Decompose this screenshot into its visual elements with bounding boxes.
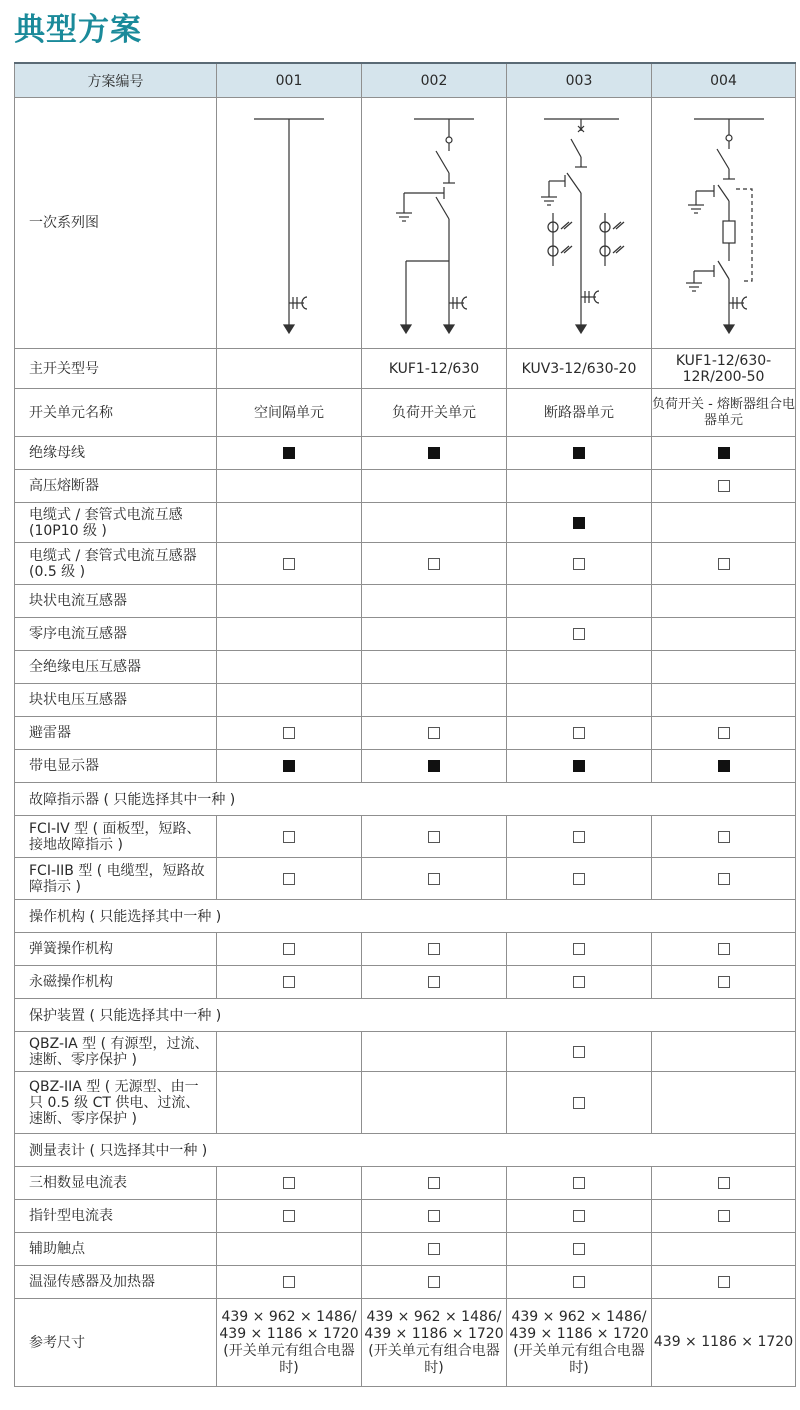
option-cell xyxy=(217,1032,362,1072)
option-label: 全绝缘电压互感器 xyxy=(15,651,217,684)
optional-checkbox[interactable] xyxy=(573,976,585,988)
option-cell xyxy=(652,858,796,900)
optional-checkbox[interactable] xyxy=(718,727,730,739)
model-002: KUF1-12/630 xyxy=(362,349,507,389)
section-row xyxy=(15,783,796,816)
option-cell xyxy=(217,750,362,783)
option-cell xyxy=(217,1072,362,1134)
optional-checkbox[interactable] xyxy=(428,1210,440,1222)
header-scheme-004: 004 xyxy=(652,63,796,98)
table-row xyxy=(15,816,796,858)
option-cell xyxy=(217,651,362,684)
optional-checkbox[interactable] xyxy=(283,831,295,843)
standard-mark xyxy=(428,760,440,772)
standard-mark xyxy=(573,517,585,529)
option-label: 弹簧操作机构 xyxy=(15,933,217,966)
optional-checkbox[interactable] xyxy=(573,1243,585,1255)
option-cell xyxy=(507,684,652,717)
optional-checkbox[interactable] xyxy=(573,1046,585,1058)
table-row xyxy=(15,437,796,470)
option-cell xyxy=(362,1032,507,1072)
optional-checkbox[interactable] xyxy=(573,727,585,739)
option-cell xyxy=(362,1200,507,1233)
section-row xyxy=(15,999,796,1032)
model-row-label: 主开关型号 xyxy=(15,349,217,389)
optional-checkbox[interactable] xyxy=(718,873,730,885)
option-cell xyxy=(217,503,362,543)
option-cell xyxy=(217,437,362,470)
standard-mark xyxy=(283,760,295,772)
option-cell xyxy=(217,717,362,750)
diagram-row xyxy=(15,98,796,349)
optional-checkbox[interactable] xyxy=(718,1276,730,1288)
table-row xyxy=(15,585,796,618)
header-scheme-002: 002 xyxy=(362,63,507,98)
option-label: 电缆式 / 套管式电流互感器 (0.5 级 ) xyxy=(15,543,217,585)
section-title: 故障指示器 ( 只能选择其中一种 ) xyxy=(15,783,796,816)
optional-checkbox[interactable] xyxy=(573,1177,585,1189)
optional-checkbox[interactable] xyxy=(428,831,440,843)
optional-checkbox[interactable] xyxy=(283,727,295,739)
option-cell xyxy=(507,933,652,966)
name-002: 负荷开关单元 xyxy=(362,389,507,437)
option-cell xyxy=(217,933,362,966)
table-row xyxy=(15,1200,796,1233)
optional-checkbox[interactable] xyxy=(283,558,295,570)
optional-checkbox[interactable] xyxy=(573,1276,585,1288)
name-row-label: 开关单元名称 xyxy=(15,389,217,437)
option-cell xyxy=(652,503,796,543)
table-row xyxy=(15,1032,796,1072)
optional-checkbox[interactable] xyxy=(573,831,585,843)
option-label: 电缆式 / 套管式电流互感(10P10 级 ) xyxy=(15,503,217,543)
table-header-row xyxy=(15,63,796,98)
optional-checkbox[interactable] xyxy=(428,1177,440,1189)
page-title: 典型方案 xyxy=(14,12,142,48)
table-row xyxy=(15,966,796,999)
optional-checkbox[interactable] xyxy=(283,873,295,885)
standard-mark xyxy=(573,447,585,459)
option-cell xyxy=(652,618,796,651)
option-cell xyxy=(507,1032,652,1072)
option-cell xyxy=(362,858,507,900)
diagram-003 xyxy=(507,98,652,349)
dimension-row-label: 参考尺寸 xyxy=(15,1299,217,1387)
standard-mark xyxy=(718,760,730,772)
option-cell xyxy=(217,543,362,585)
option-cell xyxy=(362,684,507,717)
header-scheme-001: 001 xyxy=(217,63,362,98)
optional-checkbox[interactable] xyxy=(718,480,730,492)
option-cell xyxy=(652,750,796,783)
option-cell xyxy=(362,750,507,783)
option-cell xyxy=(507,717,652,750)
model-row xyxy=(15,349,796,389)
option-cell xyxy=(652,651,796,684)
option-cell xyxy=(362,651,507,684)
optional-checkbox[interactable] xyxy=(428,1243,440,1255)
option-cell xyxy=(652,816,796,858)
option-label: QBZ-IA 型 ( 有源型，过流、速断、零序保护 ) xyxy=(15,1032,217,1072)
table-row xyxy=(15,750,796,783)
diagram-002 xyxy=(362,98,507,349)
dimension-001: 439 × 962 × 1486/ 439 × 1186 × 1720 (开关单元有组合电器时) xyxy=(217,1299,362,1387)
optional-checkbox[interactable] xyxy=(718,831,730,843)
table-row xyxy=(15,651,796,684)
table-row xyxy=(15,858,796,900)
option-cell xyxy=(217,1233,362,1266)
option-cell xyxy=(652,470,796,503)
table-row xyxy=(15,1266,796,1299)
option-cell xyxy=(652,585,796,618)
dimension-003: 439 × 962 × 1486/ 439 × 1186 × 1720 (开关单元有组合电器时) xyxy=(507,1299,652,1387)
section-row xyxy=(15,900,796,933)
option-cell xyxy=(652,1266,796,1299)
diagram-004 xyxy=(652,98,796,349)
option-label: 指针型电流表 xyxy=(15,1200,217,1233)
table-row xyxy=(15,1233,796,1266)
option-cell xyxy=(507,585,652,618)
header-label: 方案编号 xyxy=(15,63,217,98)
dimension-004: 439 × 1186 × 1720 xyxy=(652,1299,796,1387)
option-label: 永磁操作机构 xyxy=(15,966,217,999)
option-label: 三相数显电流表 xyxy=(15,1167,217,1200)
option-cell xyxy=(362,1072,507,1134)
table-row xyxy=(15,503,796,543)
option-cell xyxy=(507,651,652,684)
option-cell xyxy=(507,750,652,783)
optional-checkbox[interactable] xyxy=(428,873,440,885)
option-cell xyxy=(362,618,507,651)
option-cell xyxy=(217,470,362,503)
section-title: 操作机构 ( 只能选择其中一种 ) xyxy=(15,900,796,933)
option-cell xyxy=(362,437,507,470)
model-004: KUF1-12/630-12R/200-50 xyxy=(652,349,796,389)
option-cell xyxy=(217,1266,362,1299)
optional-checkbox[interactable] xyxy=(283,1276,295,1288)
option-cell xyxy=(217,585,362,618)
option-cell xyxy=(362,470,507,503)
option-cell xyxy=(652,1233,796,1266)
table-row xyxy=(15,470,796,503)
option-label: 辅助触点 xyxy=(15,1233,217,1266)
option-label: 块状电压互感器 xyxy=(15,684,217,717)
optional-checkbox[interactable] xyxy=(428,1276,440,1288)
option-cell xyxy=(362,585,507,618)
optional-checkbox[interactable] xyxy=(283,943,295,955)
option-cell xyxy=(652,933,796,966)
optional-checkbox[interactable] xyxy=(428,558,440,570)
optional-checkbox[interactable] xyxy=(428,943,440,955)
option-rows xyxy=(15,437,796,1299)
table-row xyxy=(15,933,796,966)
name-row xyxy=(15,389,796,437)
option-cell xyxy=(362,717,507,750)
option-cell xyxy=(507,470,652,503)
option-cell xyxy=(507,503,652,543)
option-cell xyxy=(507,1167,652,1200)
dimension-row xyxy=(15,1299,796,1387)
dimension-002: 439 × 962 × 1486/ 439 × 1186 × 1720 (开关单元有组合电器时) xyxy=(362,1299,507,1387)
optional-checkbox[interactable] xyxy=(283,1210,295,1222)
optional-checkbox[interactable] xyxy=(573,1097,585,1109)
option-cell xyxy=(652,1167,796,1200)
table-row xyxy=(15,684,796,717)
option-cell xyxy=(362,543,507,585)
option-cell xyxy=(652,684,796,717)
optional-checkbox[interactable] xyxy=(428,727,440,739)
table-row xyxy=(15,618,796,651)
diagram-row-label: 一次系列图 xyxy=(15,98,217,349)
option-label: 零序电流互感器 xyxy=(15,618,217,651)
option-cell xyxy=(507,1266,652,1299)
option-cell xyxy=(362,933,507,966)
optional-checkbox[interactable] xyxy=(718,943,730,955)
option-cell xyxy=(507,618,652,651)
option-cell xyxy=(507,816,652,858)
option-cell xyxy=(652,1032,796,1072)
optional-checkbox[interactable] xyxy=(718,558,730,570)
model-003: KUV3-12/630-20 xyxy=(507,349,652,389)
name-001: 空间隔单元 xyxy=(217,389,362,437)
standard-mark xyxy=(428,447,440,459)
option-label: 温湿传感器及加热器 xyxy=(15,1266,217,1299)
optional-checkbox[interactable] xyxy=(573,873,585,885)
standard-mark xyxy=(283,447,295,459)
optional-checkbox[interactable] xyxy=(573,628,585,640)
name-003: 断路器单元 xyxy=(507,389,652,437)
option-label: FCI-IIB 型 ( 电缆型，短路故障指示 ) xyxy=(15,858,217,900)
option-cell xyxy=(217,816,362,858)
optional-checkbox[interactable] xyxy=(283,1177,295,1189)
option-cell xyxy=(507,858,652,900)
table-row xyxy=(15,543,796,585)
option-cell xyxy=(217,1200,362,1233)
option-cell xyxy=(362,1233,507,1266)
option-cell xyxy=(217,618,362,651)
option-label: 避雷器 xyxy=(15,717,217,750)
option-cell xyxy=(217,858,362,900)
option-cell xyxy=(507,1233,652,1266)
optional-checkbox[interactable] xyxy=(718,1210,730,1222)
option-label: 块状电流互感器 xyxy=(15,585,217,618)
table-row xyxy=(15,717,796,750)
model-001 xyxy=(217,349,362,389)
option-cell xyxy=(217,1167,362,1200)
option-cell xyxy=(217,966,362,999)
option-cell xyxy=(507,966,652,999)
option-cell xyxy=(362,966,507,999)
optional-checkbox[interactable] xyxy=(718,976,730,988)
option-cell xyxy=(507,543,652,585)
option-label: QBZ-IIA 型 ( 无源型、由一只 0.5 级 CT 供电、过流、速断、零序保护 ) xyxy=(15,1072,217,1134)
option-cell xyxy=(652,1200,796,1233)
option-cell xyxy=(362,1266,507,1299)
table-row xyxy=(15,1167,796,1200)
section-row xyxy=(15,1134,796,1167)
option-cell xyxy=(362,816,507,858)
section-title: 保护装置 ( 只能选择其中一种 ) xyxy=(15,999,796,1032)
optional-checkbox[interactable] xyxy=(428,976,440,988)
option-cell xyxy=(652,543,796,585)
name-004: 负荷开关 - 熔断器组合电器单元 xyxy=(652,389,796,437)
option-label: 绝缘母线 xyxy=(15,437,217,470)
option-cell xyxy=(652,717,796,750)
option-cell xyxy=(652,966,796,999)
standard-mark xyxy=(573,760,585,772)
option-label: 带电显示器 xyxy=(15,750,217,783)
optional-checkbox[interactable] xyxy=(283,976,295,988)
optional-checkbox[interactable] xyxy=(718,1177,730,1189)
option-cell xyxy=(362,503,507,543)
table-row xyxy=(15,1072,796,1134)
diagram-001 xyxy=(217,98,362,349)
option-cell xyxy=(652,1072,796,1134)
section-title: 测量表计 ( 只选择其中一种 ) xyxy=(15,1134,796,1167)
optional-checkbox[interactable] xyxy=(573,558,585,570)
optional-checkbox[interactable] xyxy=(573,943,585,955)
optional-checkbox[interactable] xyxy=(573,1210,585,1222)
option-label: FCI-IV 型 ( 面板型，短路、接地故障指示 ) xyxy=(15,816,217,858)
option-cell xyxy=(507,1072,652,1134)
option-cell xyxy=(362,1167,507,1200)
option-label: 高压熔断器 xyxy=(15,470,217,503)
option-cell xyxy=(507,1200,652,1233)
standard-mark xyxy=(718,447,730,459)
option-cell xyxy=(217,684,362,717)
header-scheme-003: 003 xyxy=(507,63,652,98)
option-cell xyxy=(652,437,796,470)
option-cell xyxy=(507,437,652,470)
scheme-table xyxy=(14,62,796,1387)
